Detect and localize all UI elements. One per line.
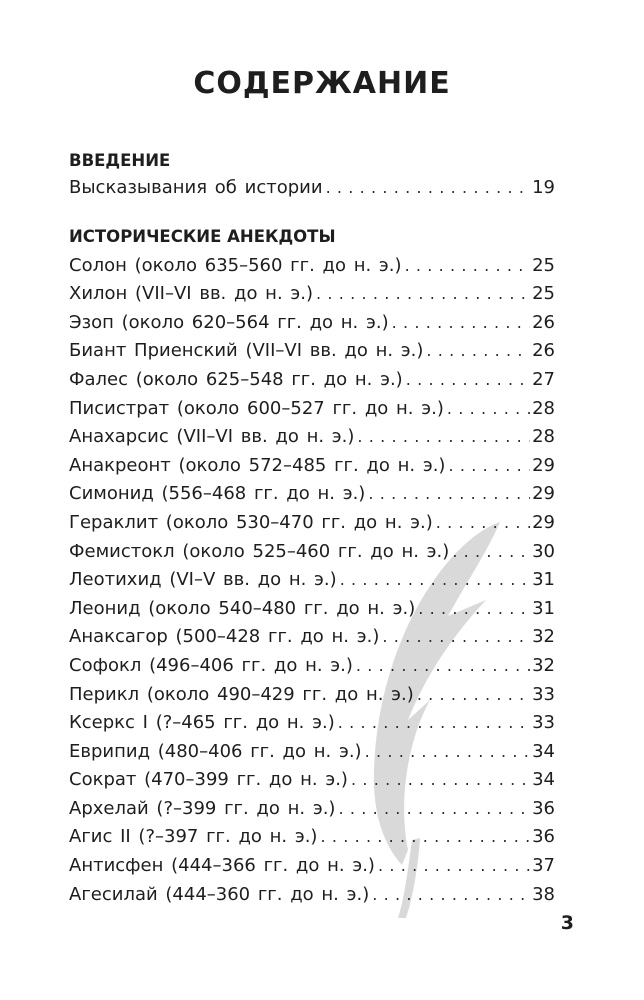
toc-dot-leader [338,709,530,738]
page-number: 3 [560,912,574,934]
toc-entry[interactable] [69,652,555,681]
toc-entry-title: Высказывания об истории [69,177,323,198]
toc-entry[interactable] [69,423,555,452]
toc-entry[interactable] [69,252,555,281]
toc-dot-leader [356,652,530,681]
toc-entry[interactable] [69,566,555,595]
toc-dot-leader [452,538,530,567]
toc-entry-page: 26 [532,340,555,362]
toc-entry-title: Ксеркс I (?–465 гг. до н. э.) [69,712,335,734]
toc-entry-title: Сократ (470–399 гг. до н. э.) [69,769,348,791]
toc-entry[interactable] [69,452,555,481]
toc-entry-title: Антисфен (444–366 гг. до н. э.) [69,855,375,877]
toc-entry-title: Биант Приенский (VII–VI вв. до н. э.) [69,340,424,362]
toc-entry-title: Архелай (?–399 гг. до н. э.) [69,797,336,819]
toc-entry[interactable] [69,709,555,738]
toc-dot-leader [372,881,530,910]
toc-entry-page: 30 [532,540,555,562]
toc-entry[interactable] [69,174,555,203]
toc-entry-title: Эзоп (около 620–564 гг. до н. э.) [69,311,389,333]
toc-dot-leader [365,738,531,767]
toc-entry-page: 29 [532,511,555,533]
toc-entry[interactable] [69,623,555,652]
toc-entry-page: 34 [532,769,555,791]
toc-entry-page: 31 [532,597,555,619]
toc-entry-page: 19 [532,177,555,198]
toc-entry-page: 26 [532,311,555,333]
toc-dot-leader [326,174,531,203]
toc-entry-page: 32 [532,654,555,676]
toc-entry[interactable] [69,280,555,309]
page-title: СОДЕРЖАНИЕ [193,66,451,101]
toc-entry-page: 31 [532,569,555,591]
toc-entry-page: 36 [532,797,555,819]
toc-entry-title: Фалес (около 625–548 гг. до н. э.) [69,368,403,390]
toc-entry-page: 33 [532,683,555,705]
toc-entry[interactable] [69,595,555,624]
toc-entry-title: Агис II (?–397 гг. до н. э.) [69,826,318,848]
toc-dot-leader [316,280,530,309]
toc-entry[interactable] [69,881,555,910]
toc-dot-leader [368,480,530,509]
section-heading: ВВЕДЕНИЕ [69,151,171,170]
toc-dot-leader [320,823,530,852]
toc-entry-page: 28 [532,426,555,448]
toc-entry-page: 27 [532,368,555,390]
toc-entry[interactable] [69,681,555,710]
toc-entry-title: Фемистокл (около 525–460 гг. до н. э.) [69,540,450,562]
toc-entry-title: Софокл (496–406 гг. до н. э.) [69,654,353,676]
toc-entry-title: Симонид (556–468 гг. до н. э.) [69,483,366,505]
toc-entry[interactable] [69,538,555,567]
toc-entry[interactable] [69,395,555,424]
toc-entry-page: 32 [532,626,555,648]
toc-dot-leader [436,509,530,538]
toc-entry[interactable] [69,480,555,509]
toc-entry-title: Гераклит (около 530–470 гг. до н. э.) [69,511,433,533]
toc-entry[interactable] [69,795,555,824]
toc-dot-leader [382,623,530,652]
toc-dot-leader [392,309,530,338]
toc-entry[interactable] [69,509,555,538]
toc-dot-leader [378,852,530,881]
toc-entry-title: Хилон (VII–VI вв. до н. э.) [69,283,314,305]
toc-dot-leader [448,452,530,481]
toc-entry-title: Перикл (около 490–429 гг. до н. э.) [69,683,414,705]
toc-entry[interactable] [69,738,555,767]
toc-dot-leader [426,337,530,366]
toc-dot-leader [447,395,530,424]
toc-entry-title: Анакреонт (около 572–485 гг. до н. э.) [69,454,446,476]
toc-entry-page: 37 [532,855,555,877]
toc-dot-leader [406,366,530,395]
toc-entry-page: 29 [532,454,555,476]
toc-dot-leader [417,681,530,710]
toc-entry[interactable] [69,337,555,366]
toc-entry-page: 28 [532,397,555,419]
toc-entry-page: 25 [532,254,555,276]
toc-dot-leader [357,423,530,452]
toc-entry-title: Анаксагор (500–428 гг. до н. э.) [69,626,380,648]
toc-entry-title: Еврипид (480–406 гг. до н. э.) [69,740,362,762]
toc-entry-title: Агесилай (444–360 гг. до н. э.) [69,883,370,905]
toc-dot-leader [418,595,530,624]
toc-entry-title: Анахарсис (VII–VI вв. до н. э.) [69,426,355,448]
toc-entry-page: 34 [532,740,555,762]
toc-entry-title: Солон (около 635–560 гг. до н. э.) [69,254,402,276]
toc-dot-leader [351,766,530,795]
toc-entry[interactable] [69,366,555,395]
toc-entry-page: 25 [532,283,555,305]
toc-dot-leader [340,566,530,595]
toc-entry-page: 36 [532,826,555,848]
toc-dot-leader [338,795,530,824]
toc-entry-page: 38 [532,883,555,905]
toc-entry[interactable] [69,309,555,338]
toc-entry-title: Леонид (около 540–480 гг. до н. э.) [69,597,416,619]
toc-entry[interactable] [69,823,555,852]
toc-entry[interactable] [69,852,555,881]
toc-entry[interactable] [69,766,555,795]
section-heading: ИСТОРИЧЕСКИЕ АНЕКДОТЫ [69,226,336,246]
toc-entry-title: Писистрат (около 600–527 гг. до н. э.) [69,397,444,419]
toc-entry-title: Леотихид (VI–V вв. до н. э.) [69,569,337,591]
toc-dot-leader [405,252,531,281]
table-of-contents [69,148,555,909]
toc-entry-page: 29 [532,483,555,505]
toc-entry-page: 33 [532,712,555,734]
